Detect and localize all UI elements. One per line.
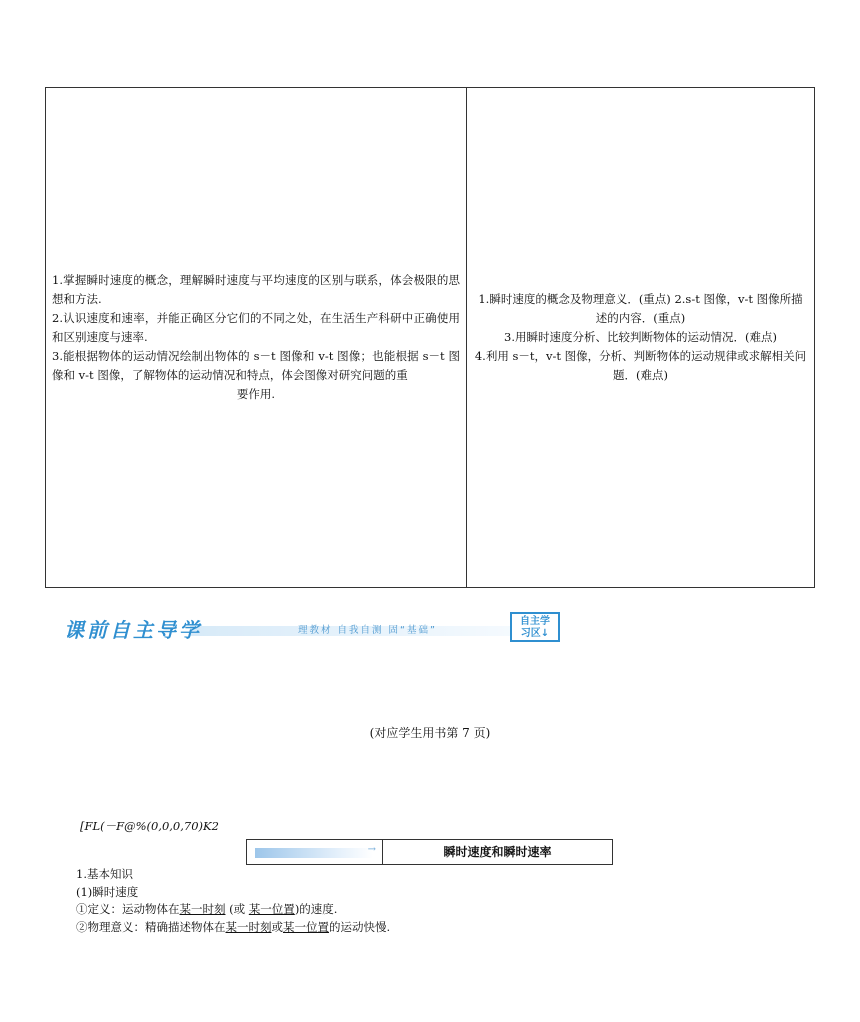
meaning-mid: 或	[271, 919, 283, 934]
goal-1: 1.掌握瞬时速度的概念，理解瞬时速度与平均速度的区别与联系，体会极限的思想和方法.	[52, 273, 460, 306]
goal-3-end: 要作用.	[236, 387, 276, 401]
section-banner	[50, 612, 562, 642]
self-study-badge	[510, 612, 560, 642]
banner-title: 课前自主导学	[64, 618, 202, 642]
definition-line	[76, 901, 390, 919]
meaning-line	[76, 919, 390, 937]
definition-mid: (或	[225, 902, 249, 916]
key-point-1: 1.瞬时速度的概念及物理意义．(重点) 2.s-t 图像，v-t 图像所描述的内容．(重点)	[478, 292, 803, 325]
topic-bar	[255, 848, 373, 858]
blank-position: 某一位置	[248, 902, 295, 916]
blank-moment: 某一时刻	[179, 902, 226, 916]
meaning-prefix: ②物理意义：精确描述物体在	[76, 919, 226, 934]
learning-goals-cell	[46, 88, 467, 587]
arrow-right-icon: →	[367, 844, 376, 855]
badge-line-2: 习区↓	[520, 628, 550, 639]
topic-graphic	[247, 840, 383, 864]
blank-position-2: 某一位置	[283, 919, 329, 934]
topic-title: 瞬时速度和瞬时速率	[443, 845, 552, 859]
blank-moment-2: 某一时刻	[225, 919, 272, 934]
key-points-cell	[467, 88, 814, 587]
topic-header	[246, 839, 613, 865]
banner-subtitle: 理教材 自我自测 固“基础”	[298, 625, 437, 636]
basic-knowledge-heading: 1.基本知识	[76, 867, 133, 881]
definition-prefix: ①定义：运动物体在	[76, 902, 180, 916]
book-page-reference: (对应学生用书第 7 页)	[369, 726, 491, 740]
instantaneous-velocity-heading: (1)瞬时速度	[76, 884, 139, 899]
meaning-suffix: 的运动快慢.	[329, 919, 391, 934]
body-text	[76, 866, 390, 936]
key-point-4: 4.利用 s－t，v-t 图像，分析、判断物体的运动规律或求解相关问题．(难点)	[474, 349, 807, 382]
objectives-table	[45, 87, 815, 588]
badge-line-1: 自主学	[520, 616, 550, 627]
definition-suffix: )的速度.	[294, 902, 338, 916]
key-point-3: 3.用瞬时速度分析、比较判断物体的运动情况．(难点)	[504, 330, 777, 344]
goal-2: 2.认识速度和速率，并能正确区分它们的不同之处，在生活生产科研中正确使用和区别速度与速率.	[52, 311, 460, 344]
goal-3: 3.能根据物体的运动情况绘制出物体的 s－t 图像和 v-t 图像；也能根据 s－t 图像和 v-t 图像，了解物体的运动情况和特点，体会图像对研究问题的重	[52, 349, 460, 382]
typesetting-code: [FL(－F@%(0,0,0,70)K2	[80, 819, 219, 833]
